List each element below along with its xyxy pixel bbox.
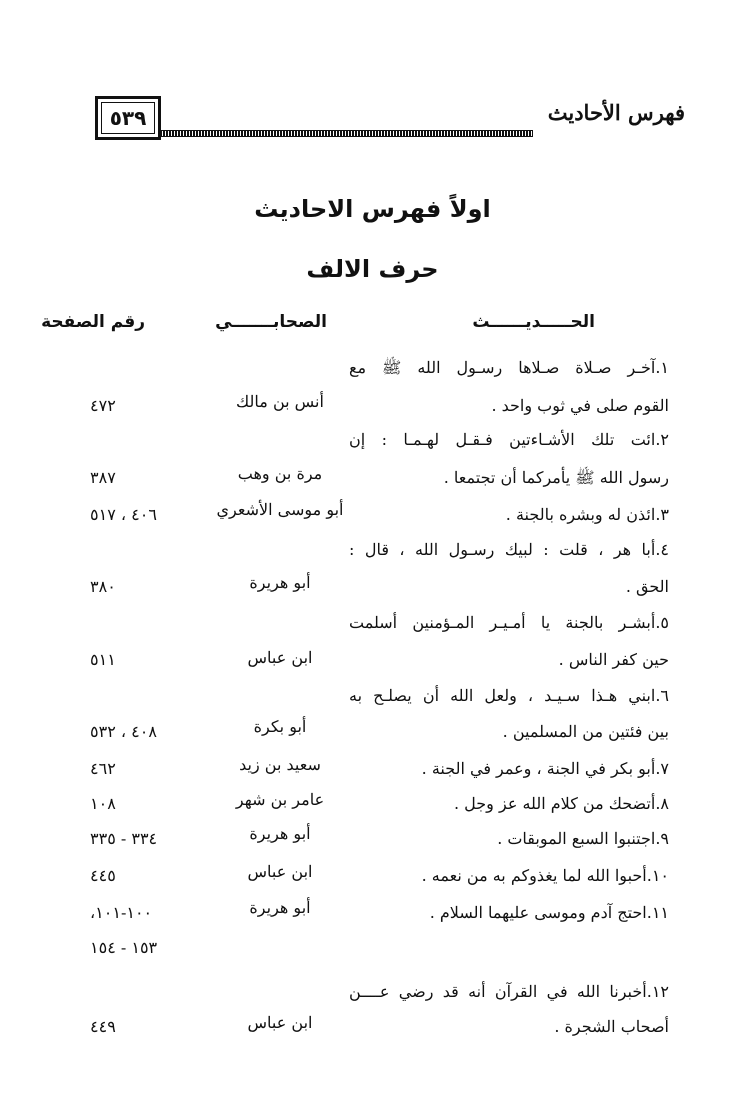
page-ref: ٤٠٨ ، ٥٣٢ <box>90 722 157 741</box>
hadith-line: ٤.أبا هر ، قلت : لبيك رسـول الله ، قال : <box>349 540 669 559</box>
companion: أنس بن مالك <box>236 392 324 411</box>
page-number: ٥٣٩ <box>109 106 147 130</box>
page-ref: ١٥٣ - ١٥٤ <box>90 938 158 957</box>
page-ref: ١٠٠-١٠١، <box>90 903 153 922</box>
companion: عامر بن شهر <box>235 790 325 809</box>
page-number-box <box>95 96 161 140</box>
companion: ابن عباس <box>247 862 313 881</box>
page-ref: ٤٤٥ <box>90 866 116 885</box>
page-ref: ٣٨٠ <box>90 577 116 596</box>
hadith-line: ٩.اجتنبوا السبع الموبقات . <box>497 829 669 848</box>
hadith-line: ٥.أبشـر بالجنة يا أمـيـر المـؤمنين أسلمت <box>349 613 669 632</box>
companion: مرة بن وهب <box>237 464 323 483</box>
page-ref: ٤٧٢ <box>90 396 116 415</box>
page-ref: ٣٣٤ - ٣٣٥ <box>90 829 158 848</box>
page-header <box>95 96 685 142</box>
page-ref: ٥١١ <box>90 650 116 669</box>
hadith-line: القوم صلى في ثوب واحد . <box>491 396 669 415</box>
companion: أبو موسى الأشعري <box>216 500 344 519</box>
hadith-line: رسول الله ﷺ يأمركما أن تجتمعا . <box>443 468 669 487</box>
hadith-line: ١٢.أخبرنا الله في القرآن أنه قد رضي عــــن <box>349 982 669 1001</box>
companion: أبو هريرة <box>249 898 311 917</box>
companion: ابن عباس <box>247 1013 313 1032</box>
hadith-line: ٨.أتضحك من كلام الله عز وجل . <box>454 794 669 813</box>
hadith-line: ١١.احتج آدم وموسى عليهما السلام . <box>429 903 669 922</box>
page-ref: ٤٤٩ <box>90 1017 116 1036</box>
hadith-line: أصحاب الشجرة . <box>554 1017 669 1036</box>
section-title: حرف الالف <box>306 255 439 283</box>
main-title: اولاً فهرس الاحاديث <box>254 195 491 223</box>
column-header-hadith: الحـــــديــــــث <box>472 312 595 332</box>
running-title: فهرس الأحاديث <box>547 100 685 125</box>
companion: سعيد بن زيد <box>239 755 321 774</box>
page-ref: ٤٦٢ <box>90 759 116 778</box>
column-header-page: رقم الصفحة <box>41 312 145 332</box>
hadith-line: بين فئتين من المسلمين . <box>502 722 669 741</box>
companion: أبو هريرة <box>249 573 311 592</box>
hadith-line: ١٠.أحبوا الله لما يغذوكم به من نعمه . <box>421 866 669 885</box>
page-ref: ٣٨٧ <box>90 468 116 487</box>
header-rule <box>157 130 533 137</box>
hadith-line: الحق . <box>625 577 669 596</box>
hadith-line: ٧.أبو بكر في الجنة ، وعمر في الجنة . <box>421 759 669 778</box>
page-ref: ١٠٨ <box>90 794 116 813</box>
hadith-line: ٣.ائذن له وبشره بالجنة . <box>505 505 669 524</box>
hadith-line: ٢.ائت تلك الأشـاءتين فـقـل لهـمـا : إن <box>349 430 669 449</box>
hadith-line: ١.آخـر صـلاة صـلاها رسـول الله ﷺ مع <box>349 358 669 377</box>
hadith-line: حين كفر الناس . <box>558 650 669 669</box>
column-header-companion: الصحابـــــــي <box>215 312 327 332</box>
companion: ابن عباس <box>247 648 313 667</box>
companion: أبو بكرة <box>253 717 307 736</box>
companion: أبو هريرة <box>249 824 311 843</box>
hadith-line: ٦.ابني هـذا سـيـد ، ولعل الله أن يصلـح به <box>349 686 669 705</box>
page-ref: ٤٠٦ ، ٥١٧ <box>90 505 157 524</box>
